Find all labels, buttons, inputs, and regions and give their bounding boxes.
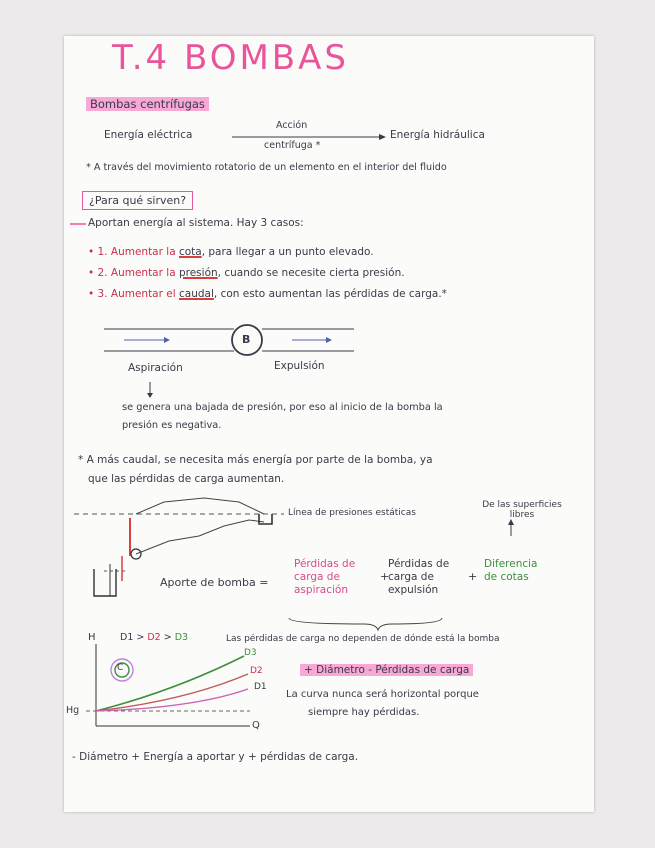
surfaces-label: De las superficies libres: [482, 500, 562, 520]
bottom-conclusion: - Diámetro + Energía a aportar y + pérdidas de carga.: [72, 751, 359, 763]
key-caudal: caudal: [179, 288, 214, 300]
diameter-rule: + Diámetro - Pérdidas de carga: [300, 664, 473, 676]
case-1-rest: , para llegar a un punto elevado.: [201, 246, 374, 258]
bullet-3: • 3. Aumentar el: [88, 288, 179, 300]
brace: [289, 618, 442, 630]
term2-line1: Pérdidas de: [388, 558, 450, 570]
pressure-note-1: se genera una bajada de presión, por eso al inicio de la bomba la: [122, 402, 443, 413]
curve-label-d3: D3: [244, 648, 257, 658]
term2-line2: carga de: [388, 571, 434, 583]
intro-text: Aportan energía al sistema. Hay 3 casos:: [88, 217, 304, 229]
energy-line-bottom: [136, 520, 264, 554]
pump-label: B: [242, 333, 251, 346]
case-2-rest: , cuando se necesite cierta presión.: [217, 267, 405, 279]
rel-d1: D1 >: [120, 632, 148, 643]
plus-2: +: [468, 570, 478, 583]
case-3-rest: , con esto aumentan las pérdidas de carga.*: [213, 288, 447, 300]
rule-note-2: siempre hay pérdidas.: [308, 707, 420, 718]
energy-line-top: [136, 498, 264, 514]
notebook-page: [64, 36, 594, 812]
key-cota: cota: [178, 246, 202, 258]
bullet-1: • 1. Aumentar la: [88, 246, 179, 258]
term3-line2: de cotas: [484, 571, 529, 583]
curve-label-d1: D1: [254, 682, 267, 692]
term3-line1: Diferencia: [484, 558, 538, 570]
expulsion-label: Expulsión: [274, 360, 325, 372]
plus-1: +: [380, 570, 390, 583]
arrow-head: [379, 134, 386, 140]
aporte-label: Aporte de bomba =: [160, 576, 269, 589]
upper-tank: [259, 514, 272, 524]
static-line-label: Línea de presiones estáticas: [288, 508, 416, 518]
page-title: T.4 BOMBAS: [112, 38, 349, 78]
diameter-relation: [120, 632, 188, 643]
logo-letter: C: [117, 663, 124, 673]
bullet-2: • 2. Aumentar la: [88, 267, 179, 279]
term1-line1: Pérdidas de: [294, 558, 356, 570]
pressure-note-2: presión es negativa.: [122, 420, 222, 431]
hg-label: Hg: [66, 705, 80, 716]
curve-label-d2: D2: [250, 666, 263, 676]
caudal-note-1: * A más caudal, se necesita más energía por parte de la bomba, ya: [78, 454, 433, 466]
term-aspiracion: [294, 558, 355, 597]
case-2: [88, 267, 405, 279]
energy-electric: Energía eléctrica: [104, 129, 193, 141]
key-presion: presión: [178, 267, 218, 279]
graph-y-label: H: [88, 632, 96, 643]
rule-note-1: La curva nunca será horizontal porque: [286, 689, 479, 700]
rel-d3: D3: [174, 632, 189, 643]
arrow-top-label: Acción: [276, 120, 308, 131]
case-3: [88, 288, 447, 300]
case-1: [88, 246, 374, 258]
centrifugal-note: * A través del movimiento rotatorio de un elemento en el interior del fluido: [86, 162, 447, 173]
term1-line3: aspiración: [294, 584, 349, 596]
rel-gt: >: [160, 632, 175, 643]
lower-tank: [94, 569, 116, 596]
term-expulsion: [388, 558, 449, 597]
term1-line2: carga de: [294, 571, 340, 583]
arrow-bottom-label: centrífuga *: [264, 140, 321, 151]
section-heading-centrifugas: Bombas centrífugas: [86, 97, 209, 111]
graph-x-label: Q: [252, 720, 260, 731]
caudal-note-2: que las pérdidas de carga aumentan.: [88, 473, 285, 485]
losses-note: Las pérdidas de carga no dependen de dónde está la bomba: [226, 634, 500, 644]
energy-hydraulic: Energía hidráulica: [390, 129, 485, 141]
term-cotas: [484, 558, 537, 584]
term2-line3: expulsión: [388, 584, 439, 596]
aspiracion-label: Aspiración: [128, 362, 183, 374]
rel-d2: D2: [147, 632, 161, 643]
section-heading-para-que: ¿Para qué sirven?: [82, 191, 193, 210]
